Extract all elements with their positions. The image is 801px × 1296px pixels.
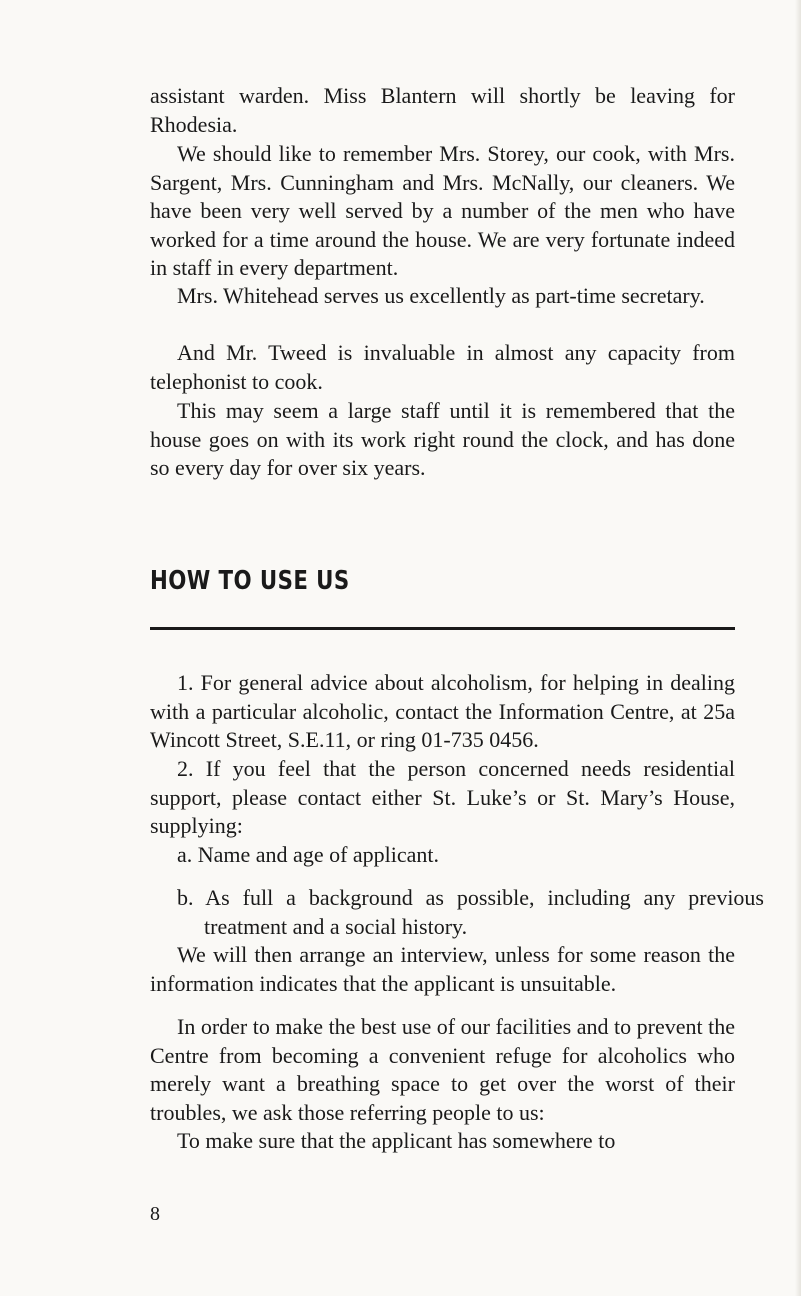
- section-heading: HOW TO USE US: [150, 566, 350, 596]
- page-edge-shadow: [795, 0, 801, 1296]
- paragraph-final: To make sure that the applicant has somewhere to: [177, 1128, 616, 1153]
- page-number: 8: [150, 1203, 160, 1225]
- paragraph-order: In order to make the best use of our facilities and to prevent the Centre from becoming a convenient refuge for alcoholics who merely want a breathing space to get over the worst of their troubles, we ask those referring people to us:: [150, 1014, 735, 1125]
- paragraph-warden: assistant warden. Miss Blantern will shortly be leaving for Rhodesia.: [150, 83, 735, 137]
- paragraph-staff: We should like to remember Mrs. Storey, our cook, with Mrs. Sargent, Mrs. Cunningham and Mrs. McNally, our cleaners. We have been very well served by a number of the men who have worked for a time around the house. We are very fortunate indeed in staff in every department.: [150, 141, 735, 280]
- paragraph-interview: We will then arrange an interview, unless for some reason the information indicates that the applicant is unsuitable.: [150, 942, 735, 996]
- sub-item-a: a. Name and age of applicant.: [177, 842, 440, 867]
- list-item-1: 1. For general advice about alcoholism, for helping in dealing with a particular alcoholic, contact the Information Centre, at 25a Wincott Street, S.E.11, or ring 01-735 0456.: [150, 670, 735, 752]
- paragraph-large-staff: This may seem a large staff until it is remembered that the house goes on with its work right round the clock, and has done so every day for over six years.: [150, 398, 735, 480]
- heading-rule: [150, 627, 735, 630]
- paragraph-tweed: And Mr. Tweed is invaluable in almost any capacity from telephonist to cook.: [150, 340, 735, 394]
- sub-item-b: b. As full a background as possible, including any previous treatment and a social history.: [177, 885, 764, 939]
- paragraph-secretary: Mrs. Whitehead serves us excellently as part-time secretary.: [177, 283, 705, 308]
- list-item-2: 2. If you feel that the person concerned needs residential support, please contact either St. Luke’s or St. Mary’s House, supplying:: [150, 756, 735, 838]
